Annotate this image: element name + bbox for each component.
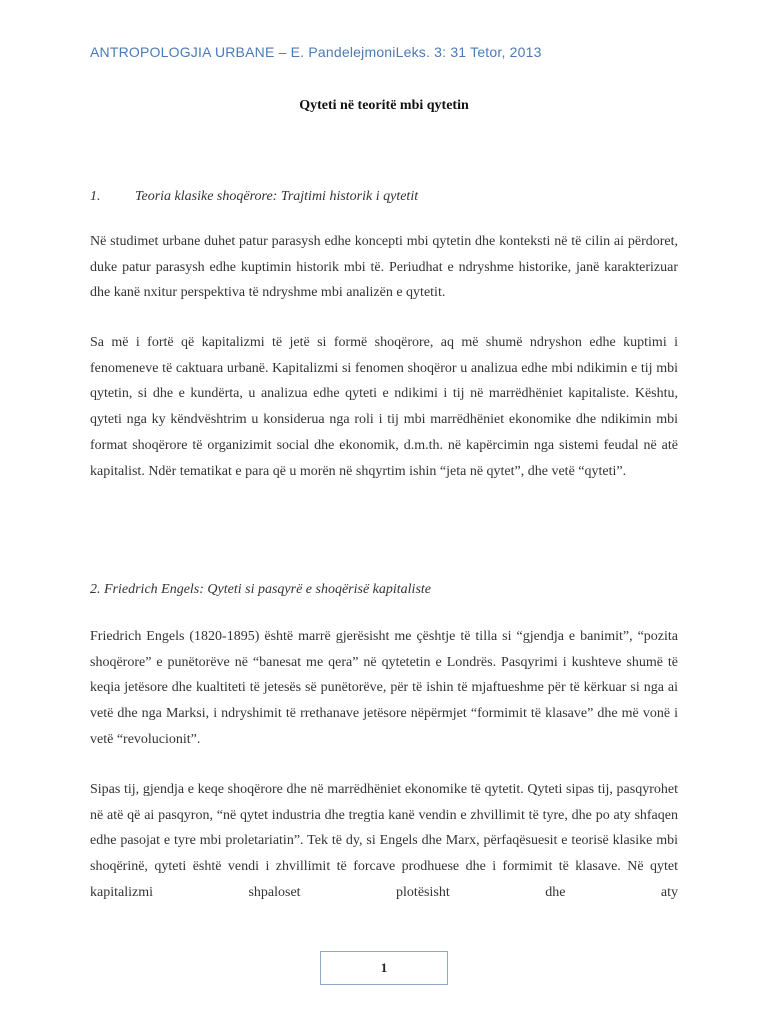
section-2-heading: 2. Friedrich Engels: Qyteti si pasqyrë e shoqërisë kapitaliste	[90, 582, 431, 597]
section-1-number: 1.	[90, 189, 101, 204]
paragraph-3: Friedrich Engels (1820-1895) është marrë gjerësisht me çështje të tilla si “gjendja e banimit”, “pozita shoqërore” e punëtorëve në “banesat me qera” në qytetetin e Londrës. Pasqyrimi i kushteve shumë të keqia jetësore dhe kualtiteti të jetesës së punëtorëve, për të ishin të mjaftueshme për të kërkuar si nga ai vetë dhe nga Marksi, i ndryshimit të rrethanave jetësore nëpërmjet “formimit të klasave” dhe më vonë i vetë “revolucionit”.	[90, 629, 678, 747]
page-number-box	[320, 951, 448, 985]
paragraph-2: Sa më i fortë që kapitalizmi të jetë si formë shoqërore, aq më shumë ndryshon edhe kuptimi i fenomeneve të caktuara urbanë. Kapitalizmi si fenomen shoqëror u analizua edhe mbi ndikimin e tij mbi qytetin, si dhe e kundërta, u analizua edhe qyteti e ndikimi i tij në marrëdhëniet kapitaliste. Kështu, qyteti nga ky këndvështrim u konsiderua nga roli i tij mbi marrëdhëniet ekonomike dhe ndikimin mbi format shoqërore të organizimit social dhe ekonomik, d.m.th. në kapërcimin nga sistemi feudal në atë kapitalist. Ndër tematikat e para që u morën në shqyrtim ishin “jeta në qytet”, dhe vetë “qyteti”.	[90, 335, 678, 479]
section-1-heading-text: Teoria klasike shoqërore: Trajtimi historik i qytetit	[135, 189, 419, 204]
page-number: 1	[380, 960, 388, 975]
section-1-heading	[90, 189, 418, 205]
running-header: ANTROPOLOGJIA URBANE – E. PandelejmoniLeks. 3: 31 Tetor, 2013	[90, 44, 542, 60]
paragraph-4: Sipas tij, gjendja e keqe shoqërore dhe në marrëdhëniet ekonomike të qytetit. Qyteti sipas tij, pasqyrohet në atë që ai pasqyron, “në qytet industria dhe tregtia kanë vendin e zhvillimit të tyre, dhe po aty shfaqen edhe pasojat e tyre mbi proletariatin”. Tek të dy, si Engels dhe Marx, përfaqësuesit e teorisë klasike mbi shoqërinë, qyteti është vendi i zhvillimit të forcave prodhuese dhe i formimit të klasave. Në qytet kapitalizmi shpaloset plotësisht dhe aty	[90, 782, 678, 900]
document-title: Qyteti në teoritë mbi qytetin	[299, 98, 469, 113]
paragraph-1: Në studimet urbane duhet patur parasysh edhe koncepti mbi qytetin dhe konteksti në të cilin ai përdoret, duke patur parasysh edhe kuptimin historik mbi të. Periudhat e ndryshme historike, janë karakterizuar dhe kanë nxitur perspektiva të ndryshme mbi analizën e qytetit.	[90, 234, 678, 301]
